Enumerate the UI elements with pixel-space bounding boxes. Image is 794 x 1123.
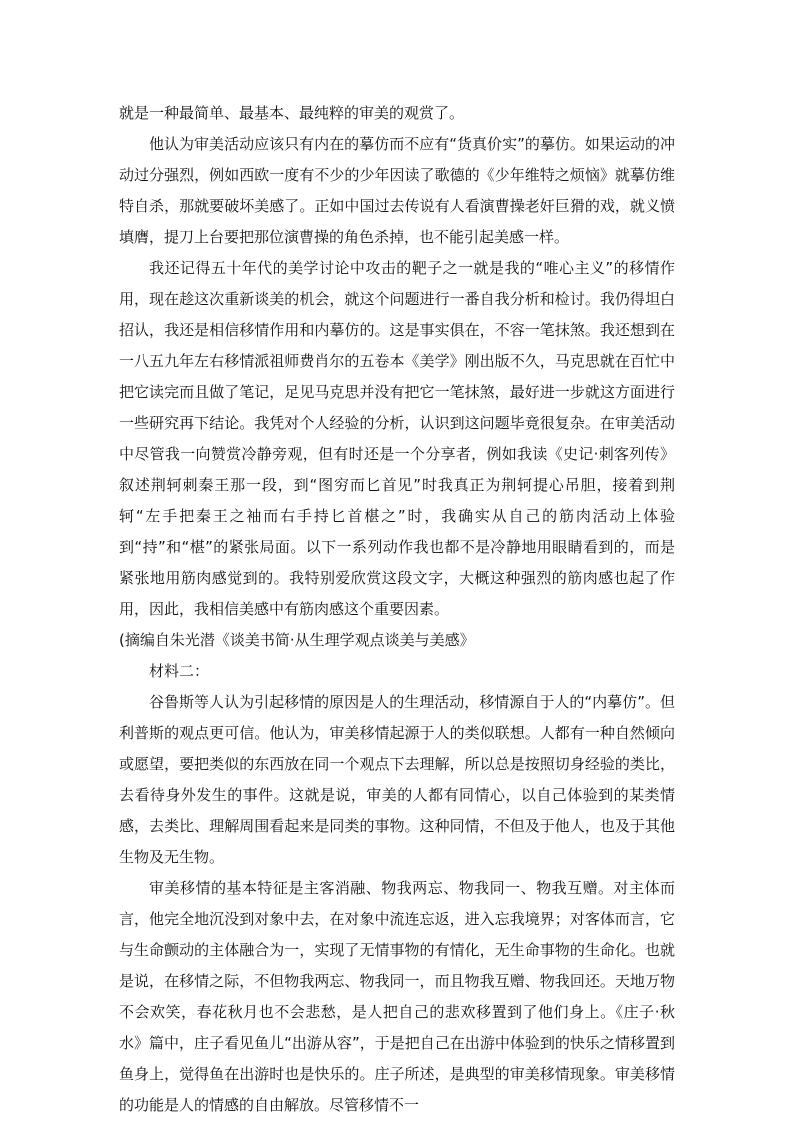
paragraph-imitation: 他认为审美活动应该只有内在的摹仿而不应有“货真价实”的摹仿。如果运动的冲动过分强烈，例如西欧一度有不少的少年因读了歌德的《少年维特之烦恼》就摹仿维特自杀，那就要破坏美感了。正如中国过去传说有人看演曹操老奸巨猾的戏，就义愤填膺，提刀上台要把那位演曹操的角色杀掉，也不能引起美感一样。: [119, 135, 675, 246]
paragraph-lipps-theory: 谷鲁斯等人认为引起移情的原因是人的生理活动，移情源自于人的“内摹仿”。但利普斯的观点更可信。他认为，审美移情起源于人的类似联想。人都有一种自然倾向或愿望，要把类似的东西放在同一个观点下去理解，所以总是按照切身经验的类比，去看待身外发生的事件。这就是说，审美的人都有同情心，以自己体验到的某类情感，去类比、理解周围看起来是同类的事物。这种同情，不但及于他人，也及于其他生物及无生物。: [119, 693, 675, 866]
paragraph-continuation: 就是一种最简单、最基本、最纯粹的审美的观赏了。: [119, 104, 465, 122]
paragraph-self-analysis: 我还记得五十年代的美学讨论中攻击的靶子之一就是我的“唯心主义”的移情作用，现在趁这次重新谈美的机会，就这个问题进行一番自我分析和检讨。我仍得坦白招认，我还是相信移情作用和内摹仿的。这是事实俱在，不容一笔抹煞。我还想到在一八五九年左右移情派祖师费肖尔的五卷本《美学》刚出版不久，马克思就在百忙中把它读完而且做了笔记，足见马克思并没有把它一笔抹煞，最好进一步就这方面进行一些研究再下结论。我凭对个人经验的分析，认识到这问题毕竟很复杂。在审美活动中尽管我一向赞赏冷静旁观，但有时还是一个分享者，例如我读《史记·刺客列传》叙述荆轲刺秦王那一段，到“图穷而匕首见”时我真正为荆轲提心吊胆，接着到荆轲“左手把秦王之袖而右手持匕首椹之”时，我确实从自己的筋肉活动上体验到“持”和“椹”的紧张局面。以下一系列动作我也都不是冷静地用眼睛看到的，而是紧张地用筋肉感觉到的。我特别爱欣赏这段文字，大概这种强烈的筋肉感也起了作用，因此，我相信美感中有筋肉感这个重要因素。: [119, 259, 675, 618]
document-body: [119, 98, 675, 1121]
paragraph-empathy-features: 审美移情的基本特征是主客消融、物我两忘、物我同一、物我互赠。对主体而言，他完全地沉没到对象中去，在对象中流连忘返，进入忘我境界；对客体而言，它与生命颤动的主体融合为一，实现了无情事物的有情化，无生命事物的生命化。也就是说，在移情之际，不但物我两忘、物我同一，而且物我互赠、物我回还。天地万物不会欢笑，春花秋月也不会悲愁，是人把自己的悲欢移置到了他们身上。《庄子·秋水》篇中，庄子看见鱼儿“出游从容”，于是把自己在出游中体验到的快乐之情移置到鱼身上，觉得鱼在出游时也是快乐的。庄子所述，是典型的审美移情现象。审美移情的功能是人的情感的自由解放。尽管移情不一: [119, 879, 675, 1114]
source-citation: (摘编自朱光潜《谈美书简·从生理学观点谈美与美感》: [119, 631, 475, 649]
section-heading-material-2: 材料二：: [149, 662, 210, 680]
